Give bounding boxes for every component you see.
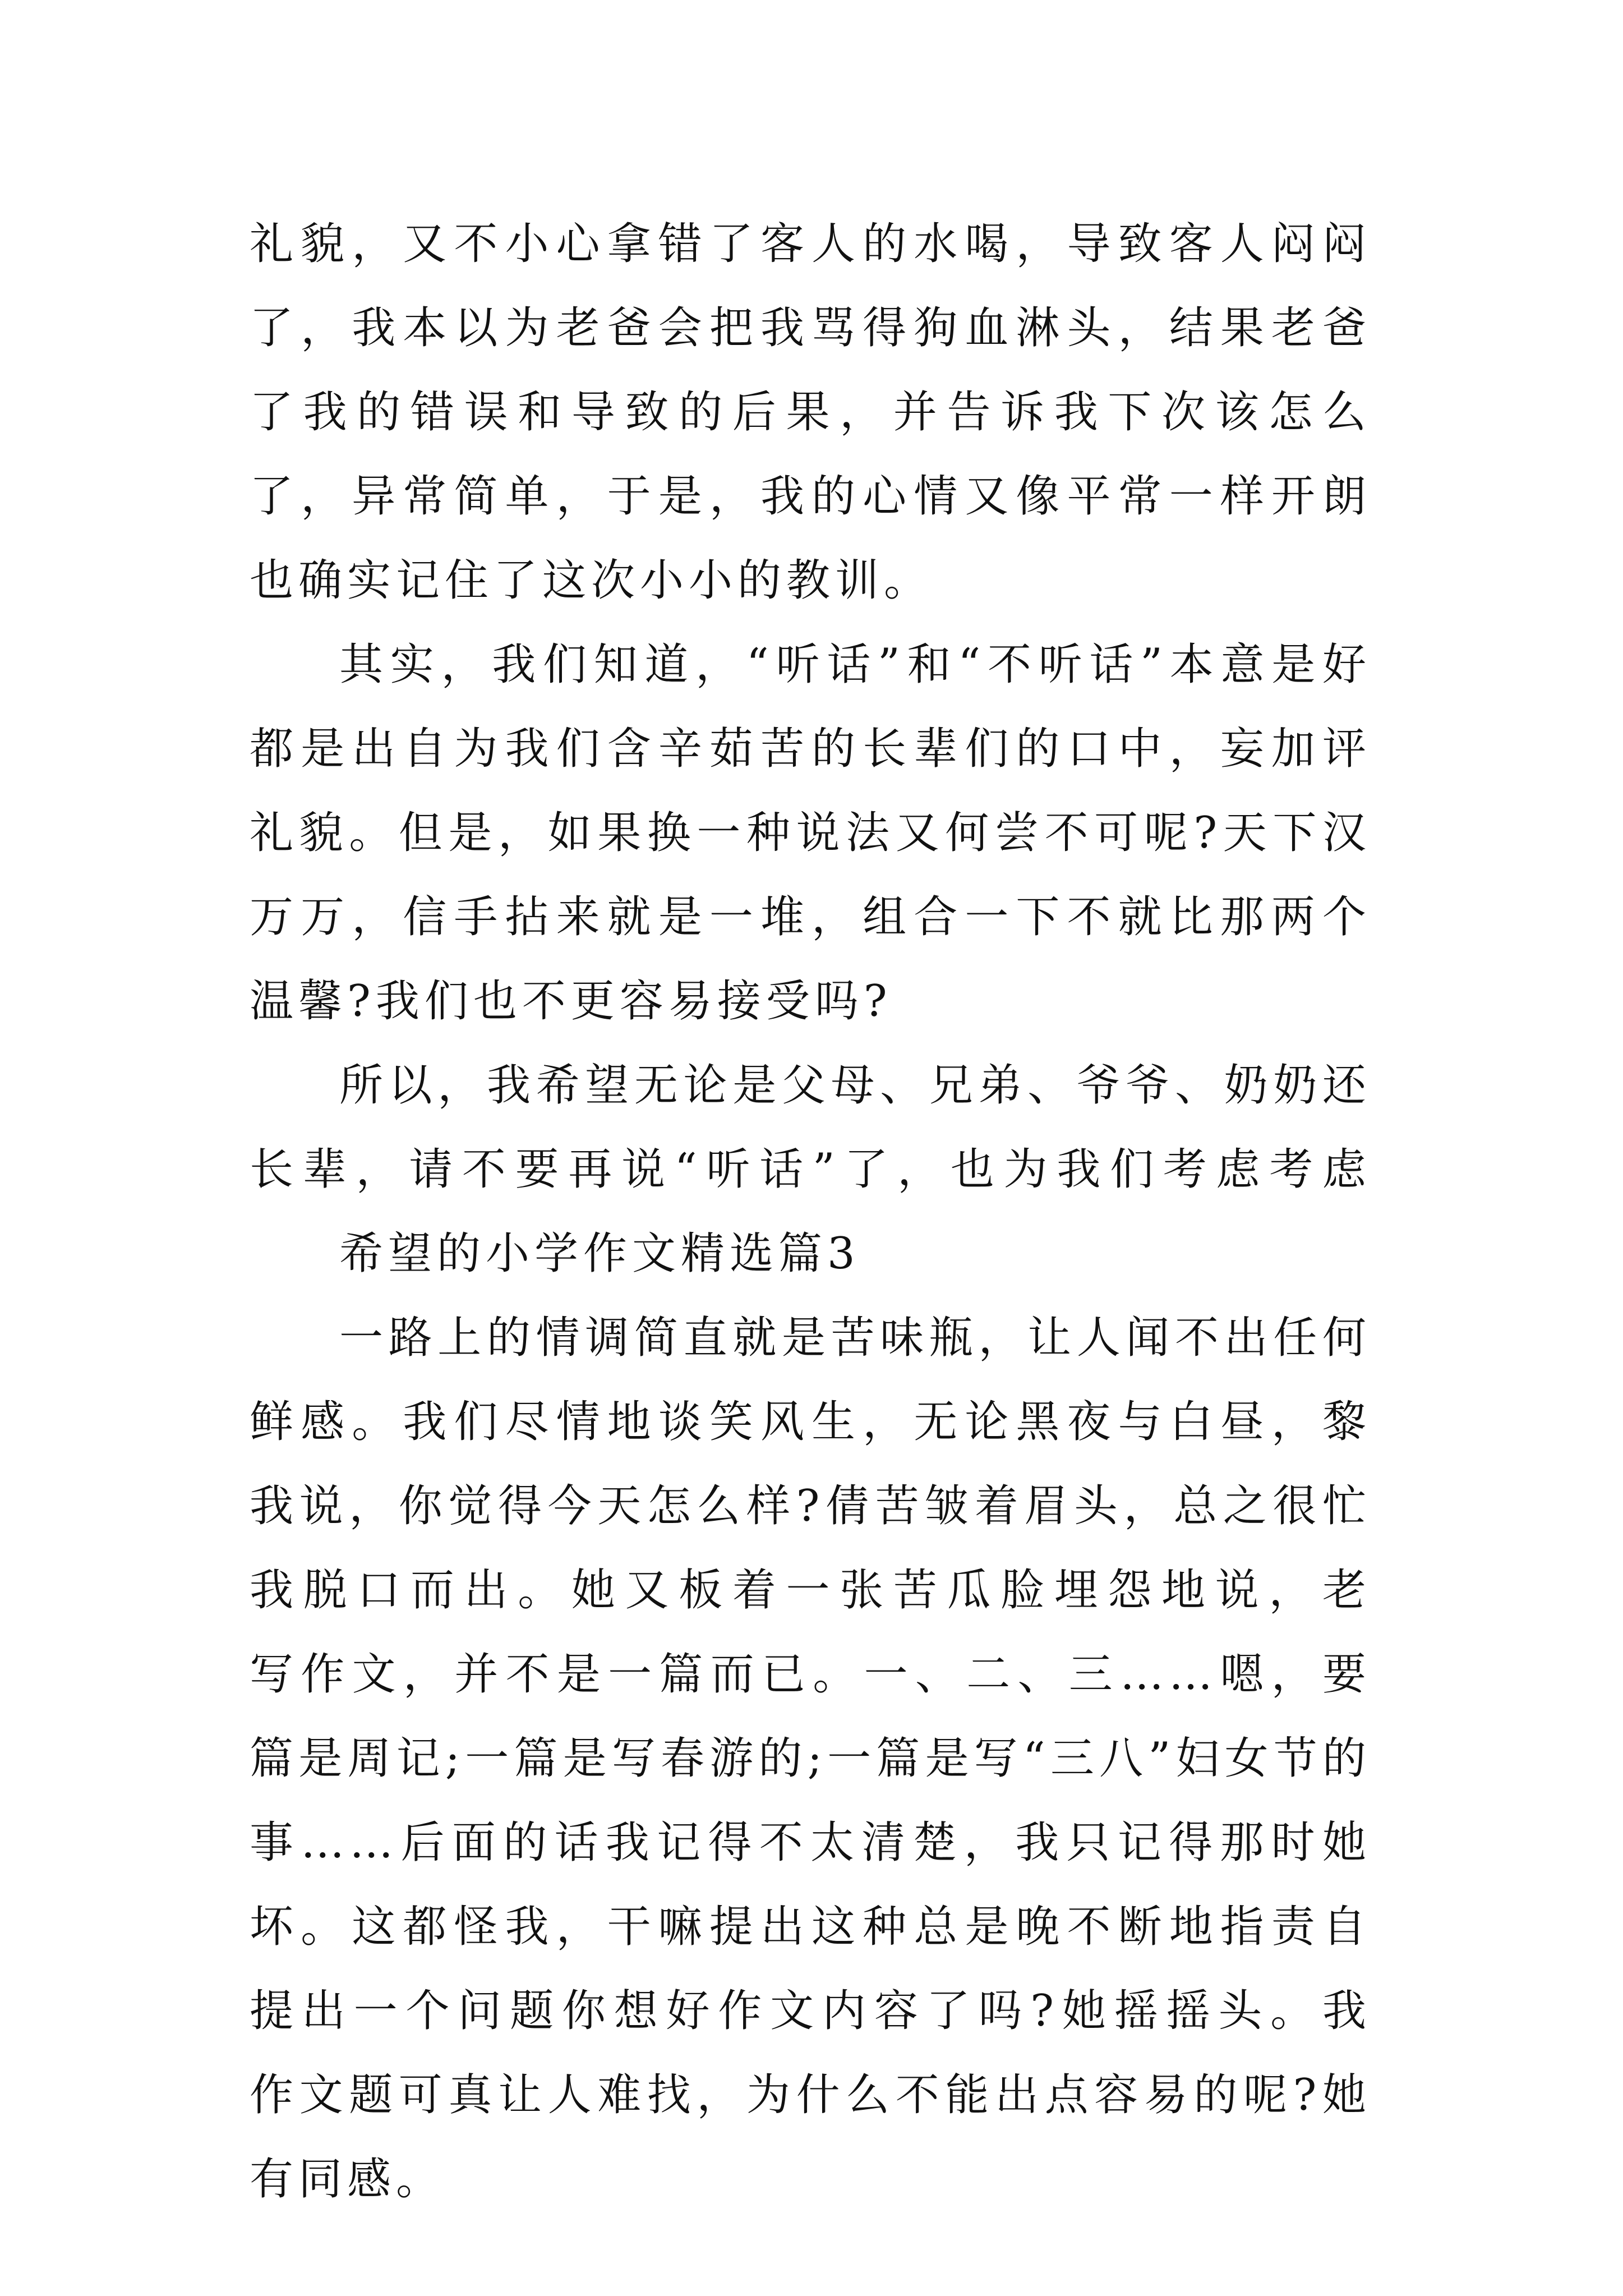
text-line-6: 其实，我们知道，“听话”和“不听话”本意是好 (339, 639, 1371, 690)
text-line-12: 长辈，请不要再说“听话”了，也为我们考虑考虑 (250, 1144, 1371, 1195)
text-line-19: 篇是周记;一篇是写春游的;一篇是写“三八”妇女节的 (250, 1733, 1371, 1784)
text-line-17: 我脱口而出。她又板着一张苦瓜脸埋怨地说，老 (250, 1565, 1371, 1616)
text-line-24: 有同感。 (250, 2154, 445, 2205)
text-line-21: 坏。这都怪我，干嘛提出这种总是晚不断地指责自 (250, 1902, 1371, 1952)
text-line-16: 我说，你觉得今天怎么样?倩苦皱着眉头，总之很忙 (250, 1481, 1371, 1531)
text-line-4: 了，异常简单，于是，我的心情又像平常一样开朗 (250, 471, 1371, 522)
text-line-1: 礼貌，又不小心拿错了客人的水喝，导致客人闷闷 (250, 219, 1371, 269)
text-line-10: 温馨?我们也不更容易接受吗? (250, 976, 892, 1027)
text-line-15: 鲜感。我们尽情地谈笑风生，无论黑夜与白昼，黎 (250, 1397, 1371, 1447)
text-line-20: 事……后面的话我记得不太清楚，我只记得那时她 (250, 1818, 1371, 1868)
text-line-22: 提出一个问题你想好作文内容了吗?她摇摇头。我 (250, 1986, 1371, 2036)
text-line-9: 万万，信手拈来就是一堆，组合一下不就比那两个 (250, 892, 1371, 942)
text-line-8: 礼貌。但是，如果换一种说法又何尝不可呢?天下汉 (250, 808, 1371, 858)
text-line-7: 都是出自为我们含辛茹苦的长辈们的口中，妄加评 (250, 724, 1371, 774)
text-line-5: 也确实记住了这次小小的教训。 (250, 555, 933, 606)
text-line-14: 一路上的情调简直就是苦味瓶，让人闻不出任何 (339, 1313, 1371, 1363)
text-line-2: 了，我本以为老爸会把我骂得狗血淋头，结果老爸 (250, 303, 1371, 353)
text-line-23: 作文题可真让人难找，为什么不能出点容易的呢?她 (250, 2070, 1371, 2120)
text-line-3: 了我的错误和导致的后果，并告诉我下次该怎么 (250, 387, 1371, 438)
text-line-18: 写作文，并不是一篇而已。一、二、三……嗯，要 (250, 1649, 1371, 1700)
text-line-11: 所以，我希望无论是父母、兄弟、爷爷、奶奶还 (339, 1060, 1371, 1111)
section-heading: 希望的小学作文精选篇3 (339, 1228, 860, 1279)
